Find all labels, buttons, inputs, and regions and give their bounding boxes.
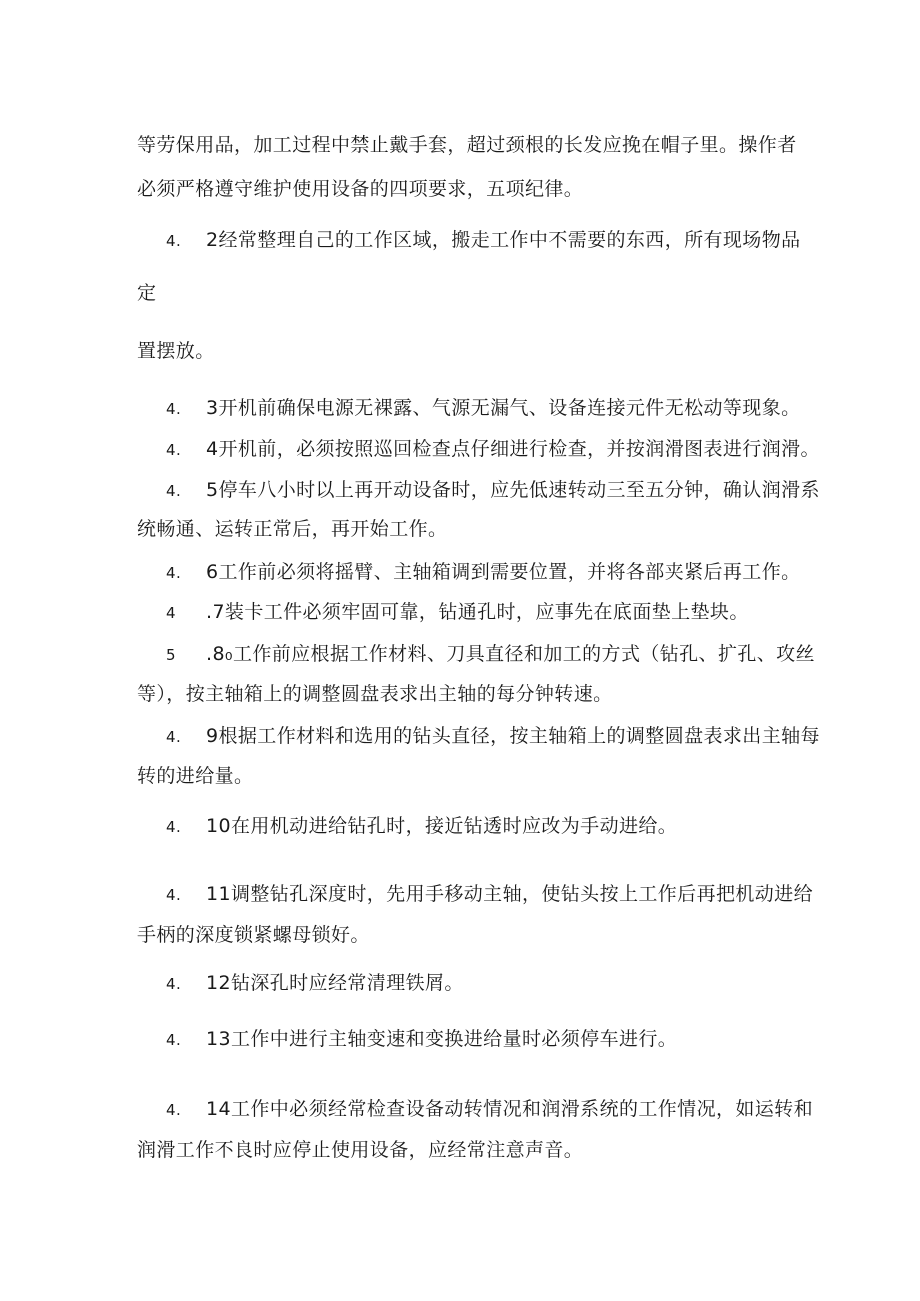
item-4-12 — [166, 971, 464, 996]
text-line-15 — [137, 764, 253, 788]
line-text: 必须严格遵守维护使用设备的四项要求，五项纪律。 — [137, 178, 584, 200]
item-text: 14工作中必须经常检查设备动转情况和润滑系统的工作情况，如运转和 — [206, 1098, 813, 1120]
text-line-13 — [137, 682, 613, 706]
line-text: 等劳保用品，加工过程中禁止戴手套，超过颈根的长发应挽在帽子里。操作者 — [137, 134, 797, 156]
item-4-10 — [166, 814, 677, 839]
item-4-13 — [166, 1027, 677, 1052]
item-4-14 — [166, 1097, 813, 1122]
item-number: 5 — [166, 646, 176, 664]
item-text: 6工作前必须将摇臂、主轴箱调到需要位置，并将各部夹紧后再工作。 — [206, 561, 801, 583]
line-text: 等），按主轴箱上的调整圆盘表求出主轴的每分钟转速。 — [137, 683, 613, 705]
item-4-7 — [166, 600, 749, 625]
item-number: 4. — [166, 232, 182, 250]
text-line-4 — [137, 281, 156, 305]
line-text: 定 — [137, 282, 157, 304]
item-number: 4. — [166, 1031, 182, 1049]
item-number: 4. — [166, 728, 182, 746]
item-text: 3开机前确保电源无裸露、气源无漏气、设备连接元件无松动等现象。 — [206, 397, 801, 419]
text-line-2 — [137, 177, 583, 201]
item-text: 4开机前，必须按照巡回检查点仔细进行检查，并按润滑图表进行润滑。 — [206, 438, 820, 460]
text-line-5 — [137, 339, 215, 363]
text-line-9 — [137, 517, 447, 541]
item-number: 4. — [166, 400, 182, 418]
item-4-11 — [166, 882, 813, 907]
line-text: 手柄的深度锁紧螺母锁好。 — [137, 924, 370, 946]
item-4-4 — [166, 437, 820, 462]
line-text: 统畅通、运转正常后，再开始工作。 — [137, 518, 448, 540]
item-number: 4. — [166, 441, 182, 459]
item-number: 4. — [166, 975, 182, 993]
line-text: 置摆放。 — [137, 340, 215, 362]
text-line-1 — [137, 133, 797, 157]
item-text: 13工作中进行主轴变速和变换进给量时必须停车进行。 — [206, 1028, 678, 1050]
item-4-2 — [166, 228, 801, 253]
item-number: 4. — [166, 1101, 182, 1119]
item-number: 4. — [166, 818, 182, 836]
item-text: .7装卡工件必须牢固可靠，钻通孔时，应事先在底面垫上垫块。 — [206, 601, 749, 623]
text-line-18 — [137, 923, 370, 947]
item-number: 4 — [166, 604, 176, 622]
item-4-3 — [166, 396, 801, 421]
item-text: .8₀工作前应根据工作材料、刀具直径和加工的方式（钻孔、扩孔、攻丝 — [206, 643, 815, 665]
item-number: 4. — [166, 886, 182, 904]
item-4-5 — [166, 478, 820, 503]
line-text: 转的进给量。 — [137, 765, 254, 787]
item-text: 11调整钻孔深度时，先用手移动主轴，使钻头按上工作后再把机动进给 — [206, 883, 813, 905]
item-5-8 — [166, 642, 815, 667]
item-number: 4. — [166, 564, 182, 582]
item-4-6 — [166, 560, 801, 585]
item-text: 12钻深孔时应经常清理铁屑。 — [206, 972, 464, 994]
item-text: 10在用机动进给钻孔时，接近钻透时应改为手动进给。 — [206, 815, 678, 837]
item-text: 9根据工作材料和选用的钻头直径，按主轴箱上的调整圆盘表求出主轴每 — [206, 725, 820, 747]
item-text: 5停车八小时以上再开动设备时，应先低速转动三至五分钟，确认润滑系 — [206, 479, 820, 501]
item-number: 4. — [166, 482, 182, 500]
text-line-22 — [137, 1138, 583, 1162]
item-4-9 — [166, 724, 820, 749]
item-text: 2经常整理自己的工作区域，搬走工作中不需要的东西，所有现场物品 — [206, 229, 801, 251]
line-text: 润滑工作不良时应停止使用设备，应经常注意声音。 — [137, 1139, 584, 1161]
